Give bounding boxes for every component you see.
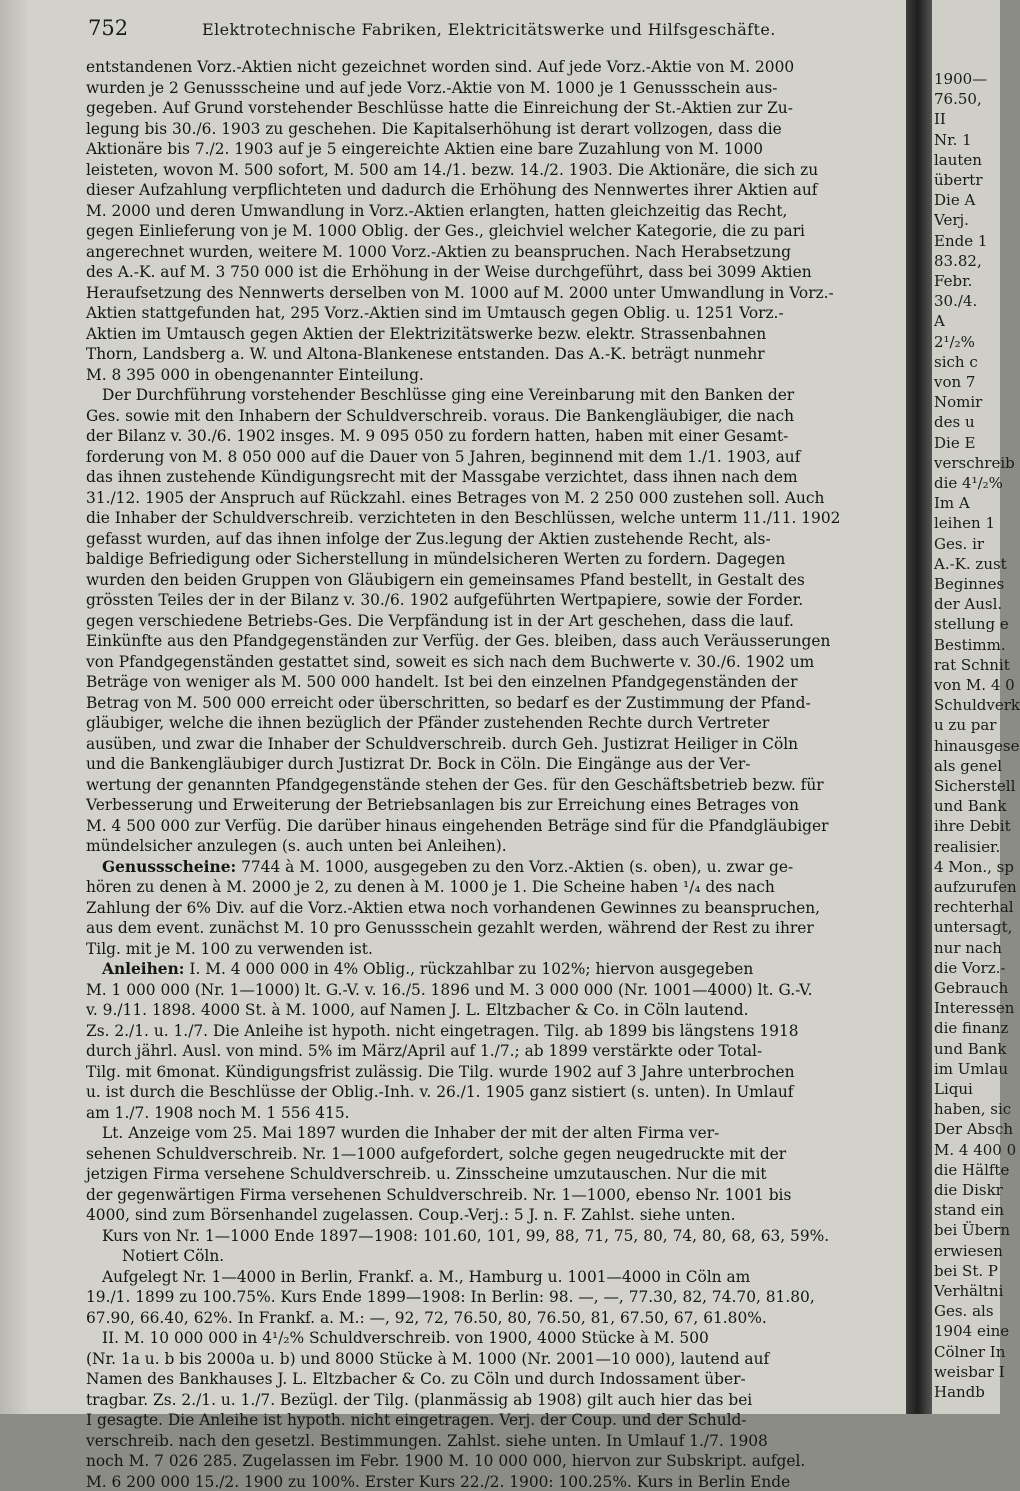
running-title: Elektrotechnische Fabriken, Elektricitätswerke und Hilfsgeschäfte. bbox=[202, 20, 776, 39]
facing-page-line: stellung e bbox=[934, 615, 1009, 634]
facing-page-line: verschreib bbox=[934, 453, 1015, 472]
facing-page-line: Schuldverk bbox=[934, 696, 1020, 715]
facing-page-line: 83.82, bbox=[934, 251, 982, 270]
facing-page-line: Beginnes bbox=[934, 575, 1005, 593]
text-line: sehenen Schuldverschreib. Nr. 1—1000 aufgefordert, solche gegen neugedruckte mit der bbox=[86, 1144, 787, 1163]
text-line: Lt. Anzeige vom 25. Mai 1897 wurden die Inhaber der mit der alten Firma ver- bbox=[102, 1124, 720, 1142]
text-line: M. 4 500 000 zur Verfüg. Die darüber hinaus eingehenden Beträge sind für die Pfandgläubiger bbox=[86, 816, 829, 835]
text-line: M. 8 395 000 in obengenannter Einteilung. bbox=[86, 365, 424, 384]
facing-page-line: übertr bbox=[934, 171, 983, 189]
text-line: I gesagte. Die Anleihe ist hypoth. nicht eingetragen. Verj. der Coup. und der Schuld- bbox=[86, 1411, 747, 1429]
facing-page-line: Febr. bbox=[934, 272, 973, 290]
text-line: M. 6 200 000 15./2. 1900 zu 100%. Erster Kurs 22./2. 1900: 100.25%. Kurs in Berlin Ende bbox=[86, 1472, 791, 1491]
page-header bbox=[88, 16, 888, 42]
text-line: baldige Befriedigung oder Sicherstellung in mündelsicheren Werten zu fordern. Dagegen bbox=[86, 550, 786, 568]
page-number: 752 bbox=[88, 16, 129, 40]
facing-page-line: aufzurufen bbox=[934, 878, 1017, 896]
facing-page-line: die 4¹/₂% bbox=[934, 474, 1003, 492]
facing-page-line: realisier. bbox=[934, 837, 1001, 856]
text-line: Aktien im Umtausch gegen Aktien der Elektrizitätswerke bezw. elektr. Strassenbahnen bbox=[86, 324, 767, 343]
facing-page-line: hinausgese bbox=[934, 736, 1020, 755]
facing-page-line: untersagt, bbox=[934, 918, 1013, 937]
facing-page-line: M. 4 400 0 bbox=[934, 1140, 1017, 1159]
text-line: gefasst wurden, auf das ihnen infolge der Zus.legung der Aktien zustehende Recht, als- bbox=[86, 529, 771, 548]
text-line: 31./12. 1905 der Anspruch auf Rückzahl. eines Betrages von M. 2 250 000 zustehen soll. Auch bbox=[86, 488, 825, 507]
facing-page-line: Interessen bbox=[934, 999, 1015, 1018]
facing-page-line: rechterhal bbox=[934, 898, 1014, 917]
text-line: leisteten, wovon M. 500 sofort, M. 500 am 14./1. bezw. 14./2. 1903. Die Aktionäre, die sich zu bbox=[86, 160, 819, 179]
text-line: Betrag von M. 500 000 erreicht oder überschritten, so bedarf es der Zustimmung der Pfand- bbox=[86, 693, 811, 712]
text-line: jetzigen Firma versehene Schuldverschreib. u. Zinsscheine umzutauschen. Nur die mit bbox=[86, 1165, 767, 1183]
text-line: Aktionäre bis 7./2. 1903 auf je 5 eingereichte Aktien eine bare Zuzahlung von M. 1000 bbox=[86, 140, 764, 158]
text-line: am 1./7. 1908 noch M. 1 556 415. bbox=[86, 1103, 350, 1122]
text-line: Der Durchführung vorstehender Beschlüsse ging eine Vereinbarung mit den Banken der bbox=[102, 386, 795, 404]
text-line: II. M. 10 000 000 in 4¹/₂% Schuldverschreib. von 1900, 4000 Stücke à M. 500 bbox=[102, 1329, 709, 1347]
facing-page-line: Nomir bbox=[934, 393, 983, 412]
facing-page-line: bei St. P bbox=[934, 1261, 998, 1280]
text-line: entstandenen Vorz.-Aktien nicht gezeichnet worden sind. Auf jede Vorz.-Aktie von M. 2000 bbox=[86, 58, 795, 76]
facing-page-line: von M. 4 0 bbox=[934, 676, 1015, 694]
facing-page-line: Der Absch bbox=[934, 1120, 1014, 1139]
text-line: Tilg. mit je M. 100 zu verwenden ist. bbox=[86, 939, 373, 958]
facing-page-line: Sicherstell bbox=[934, 777, 1016, 795]
facing-page-line: Verj. bbox=[934, 211, 969, 230]
text-line: M. 2000 und deren Umwandlung in Vorz.-Aktien erlangten, hatten gleichzeitig das Recht, bbox=[86, 201, 788, 220]
text-line: wurden den beiden Gruppen von Gläubigern ein gemeinsames Pfand bestellt, in Gestalt des bbox=[86, 570, 805, 589]
facing-page-line: die Vorz.- bbox=[934, 958, 1006, 977]
facing-page-line: erwiesen bbox=[934, 1241, 1003, 1260]
facing-page-line: sich c bbox=[934, 352, 978, 371]
text-line: wertung der genannten Pfandgegenstände stehen der Ges. für den Geschäftsbetrieb bezw. für bbox=[86, 775, 824, 794]
text-line: 67.90, 66.40, 62%. In Frankf. a. M.: —, 92, 72, 76.50, 80, 76.50, 81, 67.50, 67, 61.80%. bbox=[86, 1308, 767, 1327]
text-line: aus dem event. zunächst M. 10 pro Genussschein gezahlt werden, während der Rest zu ihrer bbox=[86, 919, 814, 937]
facing-page-line: rat Schnit bbox=[934, 655, 1010, 674]
facing-page-line: und Bank bbox=[934, 797, 1007, 816]
text-line: Thorn, Landsberg a. W. und Altona-Blankenese entstanden. Das A.-K. beträgt nunmehr bbox=[86, 345, 765, 363]
text-line: wurden je 2 Genussscheine und auf jede Vorz.-Aktie von M. 1000 je 1 Genussschein aus- bbox=[86, 78, 778, 97]
facing-page-line: die Hälfte bbox=[934, 1160, 1010, 1179]
text-line: gegeben. Auf Grund vorstehender Beschlüsse hatte die Einreichung der St.-Aktien zur Zu- bbox=[86, 99, 793, 117]
facing-page-line: Die E bbox=[934, 433, 976, 452]
facing-page-line: lauten bbox=[934, 150, 982, 169]
facing-page-line: im Umlau bbox=[934, 1059, 1009, 1078]
facing-page-line: die Diskr bbox=[934, 1181, 1003, 1199]
facing-page-line: 1904 eine bbox=[934, 1322, 1010, 1341]
text-line: verschreib. nach den gesetzl. Bestimmungen. Zahlst. siehe unten. In Umlauf 1./7. 1908 bbox=[86, 1431, 768, 1450]
facing-page-line: 30./4. bbox=[934, 292, 978, 311]
text-line: Zahlung der 6% Div. auf die Vorz.-Aktien etwa noch vorhandenen Gewinnes zu beanspruchen, bbox=[86, 898, 821, 917]
text-line: Ges. sowie mit den Inhabern der Schuldverschreib. voraus. Die Bankengläubiger, die nach bbox=[86, 406, 795, 425]
facing-page-line: nur nach bbox=[934, 938, 1002, 957]
text-line: Zs. 2./1. u. 1./7. Die Anleihe ist hypoth. nicht eingetragen. Tilg. ab 1899 bis längstens 1918 bbox=[86, 1021, 799, 1040]
text-line: ausüben, und zwar die Inhaber der Schuldverschreib. durch Geh. Justizrat Heiliger in Cöln bbox=[86, 734, 799, 753]
facing-page-line: 1900— bbox=[934, 70, 988, 88]
facing-page-line: stand ein bbox=[934, 1201, 1005, 1220]
section-heading: Genussscheine: bbox=[102, 857, 237, 876]
facing-page-line: A.-K. zust bbox=[934, 554, 1007, 573]
facing-page-line: der Ausl. bbox=[934, 595, 1003, 614]
text-line: Aufgelegt Nr. 1—4000 in Berlin, Frankf. a. M., Hamburg u. 1001—4000 in Cöln am bbox=[102, 1267, 751, 1286]
facing-page-line: Ende 1 bbox=[934, 231, 988, 250]
facing-page-line: als genel bbox=[934, 756, 1003, 775]
facing-page-line: die finanz bbox=[934, 1019, 1009, 1038]
facing-page-line: Liqui bbox=[934, 1080, 973, 1098]
text-line: gläubiger, welche die ihnen bezüglich der Pfänder zustehenden Rechte durch Vertreter bbox=[86, 714, 770, 732]
text-line: Tilg. mit 6monat. Kündigungsfrist zulässig. Die Tilg. wurde 1902 auf 3 Jahre unterbrochen bbox=[86, 1062, 795, 1081]
text-line: tragbar. Zs. 2./1. u. 1./7. Bezügl. der Tilg. (planmässig ab 1908) gilt auch hier das bei bbox=[86, 1390, 753, 1409]
text-line: das ihnen zustehende Kündigungsrecht mit der Massgabe verzichtet, dass ihnen nach dem bbox=[86, 468, 798, 486]
facing-page-line: 2¹/₂% bbox=[934, 332, 975, 351]
text-line: Verbesserung und Erweiterung der Betriebsanlagen bis zur Erreichung eines Betrages von bbox=[86, 796, 799, 814]
facing-page-line: Cölner In bbox=[934, 1342, 1006, 1361]
text-line: gegen Einlieferung von je M. 1000 Oblig. der Ges., gleichviel welcher Kategorie, die zu pari bbox=[86, 222, 805, 240]
text-line: Aktien stattgefunden hat, 295 Vorz.-Aktien sind im Umtausch gegen Oblig. u. 1251 Vorz.- bbox=[86, 304, 784, 322]
facing-page-line: Ges. ir bbox=[934, 534, 985, 553]
facing-page-line: Handb bbox=[934, 1383, 985, 1401]
text-line: Einkünfte aus den Pfandgegenständen zur Verfüg. der Ges. bleiben, dass auch Veräusserungen bbox=[86, 632, 831, 650]
facing-page-line: bei Übern bbox=[934, 1221, 1010, 1240]
facing-page-line: Bestimm. bbox=[934, 635, 1006, 654]
text-line: u. ist durch die Beschlüsse der Oblig.-Inh. v. 26./1. 1905 ganz sistiert (s. unten). In Umlauf bbox=[86, 1083, 794, 1101]
text-line: noch M. 7 026 285. Zugelassen im Febr. 1900 M. 10 000 000, hiervon zur Subskript. aufgel. bbox=[86, 1452, 806, 1470]
facing-page-line: Die A bbox=[934, 191, 976, 210]
text-line: der Bilanz v. 30./6. 1902 insges. M. 9 095 050 zu fordern hatten, haben mit einer Gesamt- bbox=[86, 427, 789, 445]
facing-page-line: haben, sic bbox=[934, 1100, 1012, 1119]
text-line: die Inhaber der Schuldverschreib. verzichteten in den Beschlüssen, welche unterm 11./11. 1902 bbox=[86, 509, 841, 527]
facing-page-line: Verhältni bbox=[934, 1282, 1004, 1300]
text-line: und die Bankengläubiger durch Justizrat Dr. Bock in Cöln. Die Eingänge aus der Ver- bbox=[86, 755, 751, 773]
text-line: Anleihen: I. M. 4 000 000 in 4% Oblig., rückzahlbar zu 102%; hiervon ausgegeben bbox=[102, 960, 754, 978]
facing-page-fragment bbox=[932, 0, 1020, 1414]
text-line: hören zu denen à M. 2000 je 2, zu denen à M. 1000 je 1. Die Scheine haben ¹/₄ des nach bbox=[86, 878, 775, 896]
left-margin-shadow bbox=[0, 0, 30, 1414]
facing-page-line: Gebrauch bbox=[934, 979, 1009, 997]
text-line: durch jährl. Ausl. von mind. 5% im März/April auf 1./7.; ab 1899 verstärkte oder Total- bbox=[86, 1042, 763, 1060]
book-gutter bbox=[906, 0, 932, 1414]
text-line: Notiert Cöln. bbox=[122, 1247, 225, 1265]
facing-page-line: weisbar I bbox=[934, 1362, 1005, 1381]
text-line: forderung von M. 8 050 000 auf die Dauer von 5 Jahren, beginnend mit dem 1./1. 1903, auf bbox=[86, 447, 801, 466]
text-line: grössten Teiles der in der Bilanz v. 30./6. 1902 aufgeführten Wertpapiere, sowie der Forder. bbox=[86, 591, 804, 609]
text-line: 4000, sind zum Börsenhandel zugelassen. Coup.-Verj.: 5 J. n. F. Zahlst. siehe unten. bbox=[86, 1206, 736, 1224]
text-line: Heraufsetzung des Nennwerts derselben von M. 1000 auf M. 2000 unter Umwandlung in Vorz.- bbox=[86, 283, 834, 302]
facing-page-line: Ges. als bbox=[934, 1302, 994, 1321]
text-line: Namen des Bankhauses J. L. Eltzbacher & Co. zu Cöln und durch Indossament über- bbox=[86, 1370, 746, 1388]
facing-page-line: u zu par bbox=[934, 716, 997, 735]
text-line: Kurs von Nr. 1—1000 Ende 1897—1908: 101.60, 101, 99, 88, 71, 75, 80, 74, 80, 68, 63, 59%. bbox=[102, 1226, 830, 1245]
text-line: Genussscheine: 7744 à M. 1000, ausgegeben zu den Vorz.-Aktien (s. oben), u. zwar ge- bbox=[102, 857, 794, 876]
facing-page-line: und Bank bbox=[934, 1039, 1007, 1058]
section-heading: Anleihen: bbox=[102, 960, 185, 978]
text-line: gegen verschiedene Betriebs-Ges. Die Verpfändung ist in der Art geschehen, dass die lauf. bbox=[86, 611, 794, 630]
text-line: mündelsicher anzulegen (s. auch unten bei Anleihen). bbox=[86, 837, 507, 855]
facing-page-line: ihre Debit bbox=[934, 817, 1011, 836]
text-line: Beträge von weniger als M. 500 000 handelt. Ist bei den einzelnen Pfandgegenständen der bbox=[86, 673, 798, 691]
facing-page-line: 4 Mon., sp bbox=[934, 857, 1014, 876]
text-line: dieser Aufzahlung verpflichteten und dadurch die Erhöhung des Nennwertes ihrer Aktien auf bbox=[86, 181, 818, 199]
text-line: von Pfandgegenständen gestattet sind, soweit es sich nach dem Buchwerte v. 30./6. 1902 um bbox=[86, 652, 815, 671]
facing-page-line: 76.50, bbox=[934, 90, 982, 109]
facing-page-line: Nr. 1 bbox=[934, 130, 972, 149]
facing-page-line: von 7 bbox=[934, 373, 976, 391]
text-line: des A.-K. auf M. 3 750 000 ist die Erhöhung in der Weise durchgeführt, dass bei 3099 Aktien bbox=[86, 263, 812, 281]
facing-page-line: des u bbox=[934, 413, 975, 432]
text-line: angerechnet wurden, weitere M. 1000 Vorz.-Aktien zu beanspruchen. Nach Herabsetzung bbox=[86, 242, 791, 261]
text-line: 19./1. 1899 zu 100.75%. Kurs Ende 1899—1908: In Berlin: 98. —, —, 77.30, 82, 74.70, 81.80, bbox=[86, 1288, 815, 1306]
text-line: (Nr. 1a u. b bis 2000a u. b) und 8000 Stücke à M. 1000 (Nr. 2001—10 000), lautend auf bbox=[86, 1349, 770, 1368]
text-line: legung bis 30./6. 1903 zu geschehen. Die Kapitalserhöhung ist derart vollzogen, dass die bbox=[86, 119, 782, 138]
facing-page-line: II bbox=[934, 110, 946, 129]
text-line: v. 9./11. 1898. 4000 St. à M. 1000, auf Namen J. L. Eltzbacher & Co. in Cöln lautend. bbox=[86, 1001, 749, 1019]
text-line: der gegenwärtigen Firma versehenen Schuldverschreib. Nr. 1—1000, ebenso Nr. 1001 bis bbox=[86, 1185, 792, 1204]
text-line: M. 1 000 000 (Nr. 1—1000) lt. G.-V. v. 16./5. 1896 und M. 3 000 000 (Nr. 1001—4000) lt. G.-V. bbox=[86, 980, 813, 999]
facing-page-line: A bbox=[934, 312, 945, 331]
facing-page-line: Im A bbox=[934, 494, 970, 513]
facing-page-line: leihen 1 bbox=[934, 514, 995, 533]
body-text bbox=[86, 58, 866, 1491]
